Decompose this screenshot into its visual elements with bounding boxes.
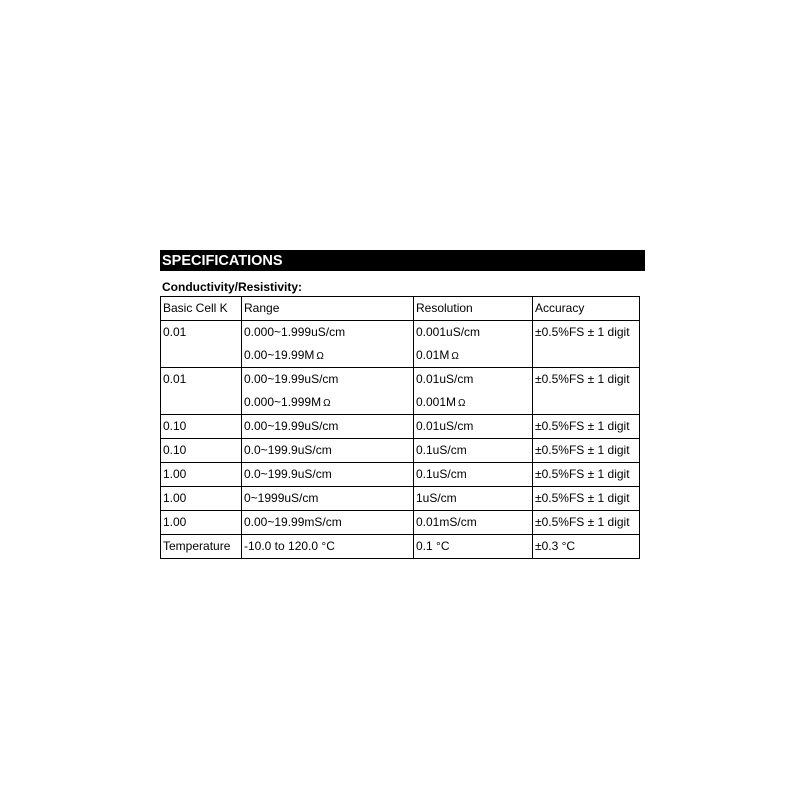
cell-resolution: 0.1uS/cm bbox=[414, 439, 533, 463]
ohm-symbol: Ω bbox=[323, 398, 331, 409]
header-cell-k: Basic Cell K bbox=[161, 297, 242, 321]
cell-k: 0.01 bbox=[161, 321, 242, 368]
range-value: 0.000~1.999M bbox=[244, 395, 322, 409]
cell-accuracy: ±0.5%FS ± 1 digit bbox=[533, 321, 640, 368]
cell-resolution bbox=[414, 368, 533, 415]
resolution-value: 0.01M bbox=[416, 348, 450, 362]
cell-k: 1.00 bbox=[161, 487, 242, 511]
cell-accuracy: ±0.5%FS ± 1 digit bbox=[533, 511, 640, 535]
ohm-symbol: Ω bbox=[316, 351, 324, 362]
table-row bbox=[161, 487, 640, 511]
table-header-row bbox=[161, 297, 640, 321]
section-title: SPECIFICATIONS bbox=[160, 250, 645, 271]
table-row bbox=[161, 463, 640, 487]
cell-k: 0.10 bbox=[161, 439, 242, 463]
spec-section bbox=[160, 250, 646, 553]
cell-k: 0.10 bbox=[161, 415, 242, 439]
cell-k: 1.00 bbox=[161, 511, 242, 535]
cell-range bbox=[242, 368, 414, 415]
table-row bbox=[161, 415, 640, 439]
ohm-symbol: Ω bbox=[451, 351, 459, 362]
cell-accuracy: ±0.5%FS ± 1 digit bbox=[533, 463, 640, 487]
cell-resolution: 0.1uS/cm bbox=[414, 463, 533, 487]
cell-resolution: 0.01mS/cm bbox=[414, 511, 533, 535]
resolution-line: 0.01uS/cm bbox=[416, 372, 474, 386]
resolution-line bbox=[416, 391, 532, 414]
header-range: Range bbox=[242, 297, 414, 321]
header-resolution: Resolution bbox=[414, 297, 533, 321]
cell-range: 0.0~199.9uS/cm bbox=[242, 439, 414, 463]
cell-range: 0.0~199.9uS/cm bbox=[242, 463, 414, 487]
range-line: 0.000~1.999uS/cm bbox=[244, 325, 346, 339]
table-row bbox=[161, 535, 640, 559]
table-row bbox=[161, 511, 640, 535]
cell-range: 0.00~19.99mS/cm bbox=[242, 511, 414, 535]
range-value: 0.00~19.99M bbox=[244, 348, 315, 362]
cell-range: 0.00~19.99uS/cm bbox=[242, 415, 414, 439]
cell-k: Temperature bbox=[161, 535, 242, 559]
range-line bbox=[244, 344, 413, 367]
cell-resolution: 0.1 °C bbox=[414, 535, 533, 559]
cell-accuracy: ±0.5%FS ± 1 digit bbox=[533, 439, 640, 463]
cell-resolution bbox=[414, 321, 533, 368]
header-accuracy: Accuracy bbox=[533, 297, 640, 321]
cell-accuracy: ±0.5%FS ± 1 digit bbox=[533, 415, 640, 439]
cell-k: 0.01 bbox=[161, 368, 242, 415]
cell-k: 1.00 bbox=[161, 463, 242, 487]
resolution-line bbox=[416, 344, 532, 367]
cell-range: 0~1999uS/cm bbox=[242, 487, 414, 511]
range-line bbox=[244, 391, 413, 414]
cell-range bbox=[242, 321, 414, 368]
ohm-symbol: Ω bbox=[458, 398, 466, 409]
cell-accuracy: ±0.5%FS ± 1 digit bbox=[533, 368, 640, 415]
range-line: 0.00~19.99uS/cm bbox=[244, 372, 339, 386]
cell-range: -10.0 to 120.0 °C bbox=[242, 535, 414, 559]
spec-table bbox=[160, 296, 640, 559]
table-row bbox=[161, 368, 640, 415]
cell-accuracy: ±0.3 °C bbox=[533, 535, 640, 559]
subtitle: Conductivity/Resistivity: bbox=[162, 280, 303, 294]
table-row bbox=[161, 439, 640, 463]
resolution-line: 0.001uS/cm bbox=[416, 325, 481, 339]
cell-accuracy: ±0.5%FS ± 1 digit bbox=[533, 487, 640, 511]
cell-resolution: 1uS/cm bbox=[414, 487, 533, 511]
cell-resolution: 0.01uS/cm bbox=[414, 415, 533, 439]
table-row bbox=[161, 321, 640, 368]
resolution-value: 0.001M bbox=[416, 395, 457, 409]
